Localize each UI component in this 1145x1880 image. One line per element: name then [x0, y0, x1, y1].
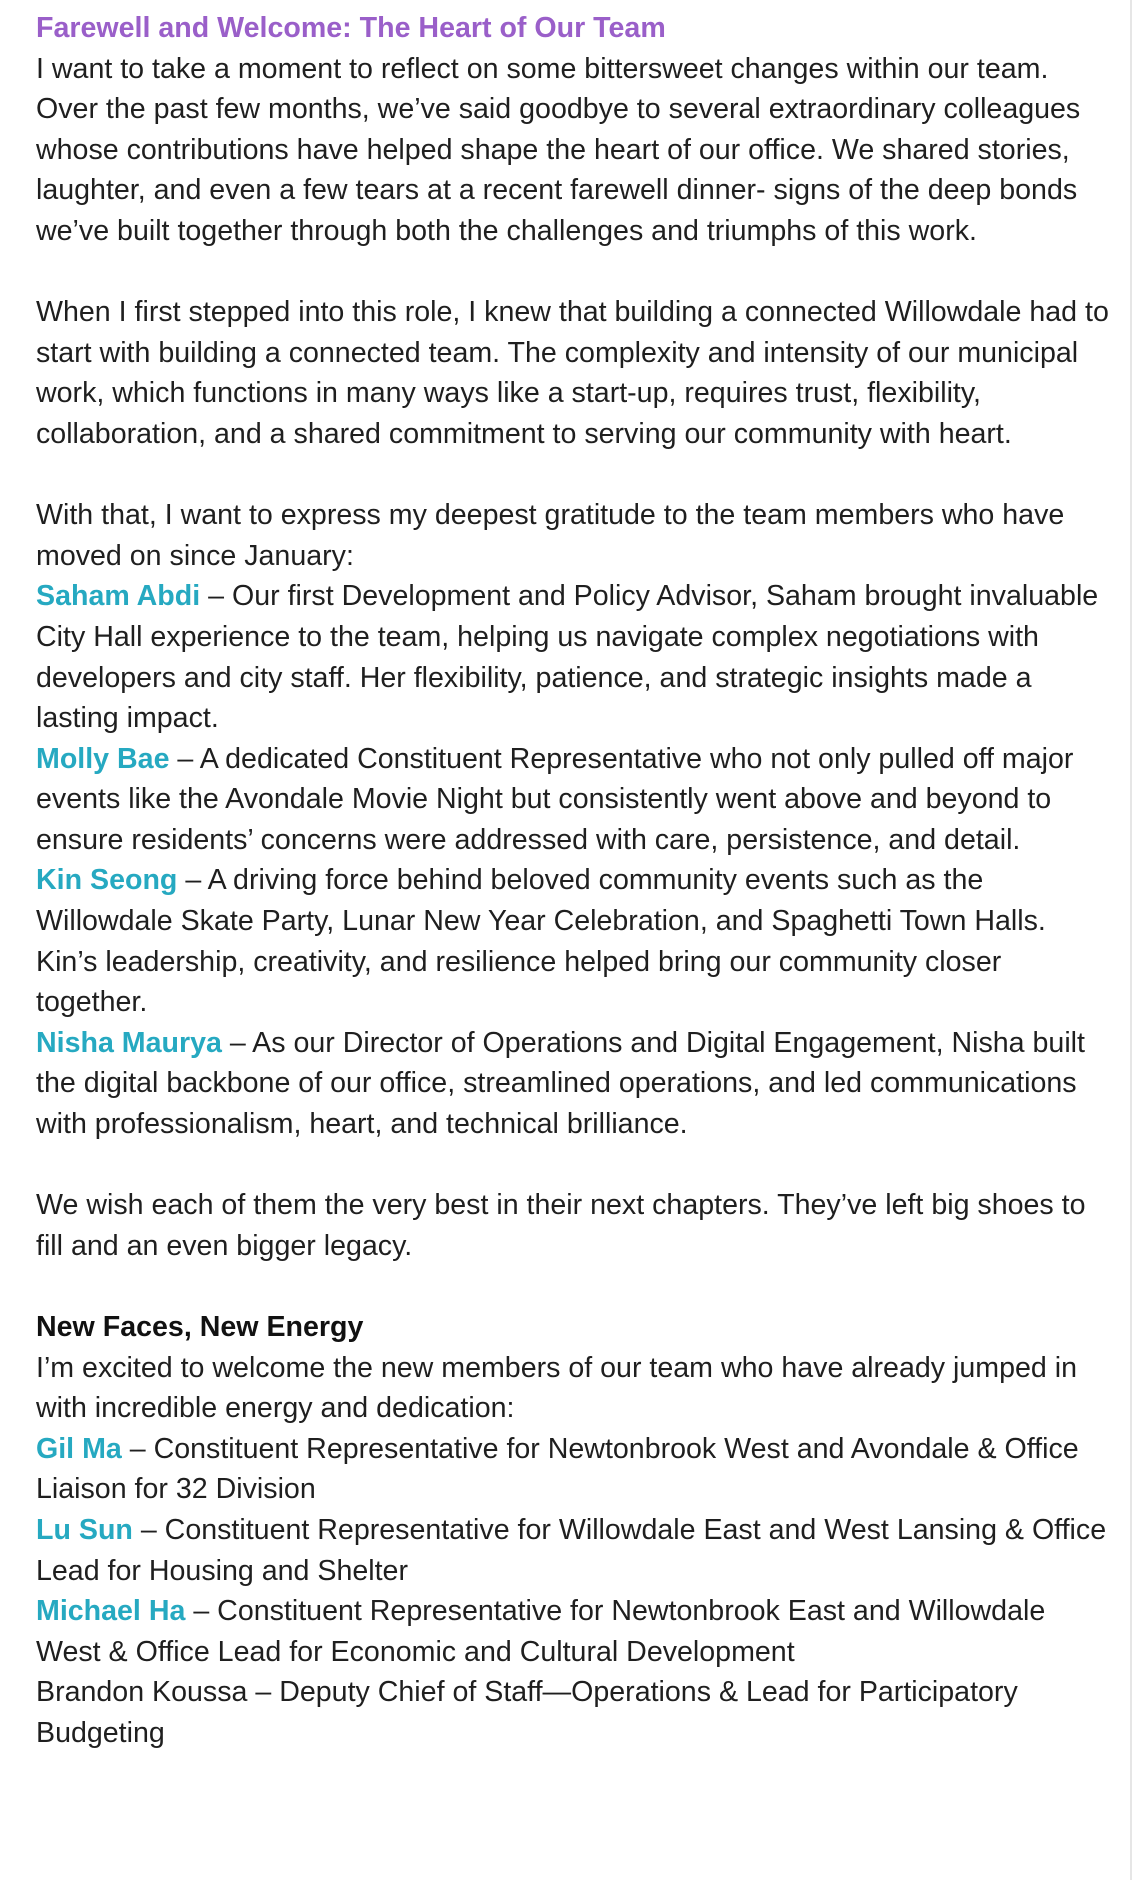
farewell-entry	[36, 576, 1114, 738]
farewell-description: – A driving force behind beloved community events such as the Willowdale Skate Party, Lunar New Year Celebration, and Spaghetti Town Halls. Kin’s leadership, creativity, and resilience helped bring our community closer together.	[36, 864, 1046, 1019]
section-heading: New Faces, New Energy	[36, 1311, 364, 1343]
farewell-entry	[36, 1023, 1114, 1145]
farewell-name: Molly Bae	[36, 742, 170, 775]
closing-paragraph: We wish each of them the very best in their next chapters. They’ve left big shoes to fill and an even bigger legacy.	[36, 1189, 1086, 1262]
farewell-description: – As our Director of Operations and Digital Engagement, Nisha built the digital backbone of our office, streamlined operations, and led communications with professionalism, heart, and technical brilliance.	[36, 1026, 1085, 1141]
farewell-name: Saham Abdi	[36, 580, 201, 613]
farewell-description: – A dedicated Constituent Representative who not only pulled off major events like the Avondale Movie Night but consistently went above and beyond to ensure residents’ concerns were addressed with care, persistence, and detail.	[36, 742, 1074, 856]
farewell-entry	[36, 860, 1114, 1022]
paragraph-spacer	[36, 1266, 1114, 1307]
paragraph-spacer	[36, 1145, 1114, 1186]
gratitude-paragraph: With that, I want to express my deepest gratitude to the team members who have moved on since January:	[36, 499, 1065, 572]
farewell-entry	[36, 739, 1114, 861]
article-title: Farewell and Welcome: The Heart of Our Team	[36, 12, 666, 44]
newsletter-article	[36, 8, 1114, 1754]
new-member-name: Gil Ma	[36, 1432, 122, 1465]
new-member-description: – Constituent Representative for Willowdale East and West Lansing & Office Lead for Housing and Shelter	[36, 1513, 1107, 1587]
farewell-description: – Our first Development and Policy Advisor, Saham brought invaluable City Hall experience to the team, helping us navigate complex negotiations with developers and city staff. Her flexibility, patience, and strategic insights made a lasting impact.	[36, 580, 1099, 735]
farewell-name: Nisha Maurya	[36, 1026, 222, 1059]
paragraph-spacer	[36, 455, 1114, 496]
new-member-entry	[36, 1510, 1114, 1591]
new-member-entry	[36, 1429, 1114, 1510]
new-member-description: – Constituent Representative for Newtonbrook East and Willowdale West & Office Lead for Economic and Cultural Development	[36, 1595, 1046, 1668]
new-member-name: Lu Sun	[36, 1513, 133, 1546]
welcome-paragraph: I’m excited to welcome the new members of our team who have already jumped in with incredible energy and dedication:	[36, 1351, 1077, 1425]
new-member-entry	[36, 1591, 1114, 1672]
new-member-entry: Brandon Koussa – Deputy Chief of Staff—Operations & Lead for Participatory Budgeting	[36, 1676, 1018, 1749]
new-member-description: – Constituent Representative for Newtonbrook West and Avondale & Office Liaison for 32 Division	[36, 1432, 1079, 1506]
new-member-name: Michael Ha	[36, 1595, 186, 1628]
farewell-name: Kin Seong	[36, 864, 178, 897]
paragraph-spacer	[36, 252, 1114, 293]
intro-paragraph-1: I want to take a moment to reflect on some bittersweet changes within our team. Over the past few months, we’ve said goodbye to several extraordinary colleagues whose contributions have helped shape the heart of our office. We shared stories, laughter, and even a few tears at a recent farewell dinner- signs of the deep bonds we’ve built together through both the challenges and triumphs of this work.	[36, 52, 1081, 247]
intro-paragraph-2: When I first stepped into this role, I knew that building a connected Willowdale had to start with building a connected team. The complexity and intensity of our municipal work, which functions in many ways like a start-up, requires trust, flexibility, collaboration, and a shared commitment to serving our community with heart.	[36, 296, 1109, 450]
